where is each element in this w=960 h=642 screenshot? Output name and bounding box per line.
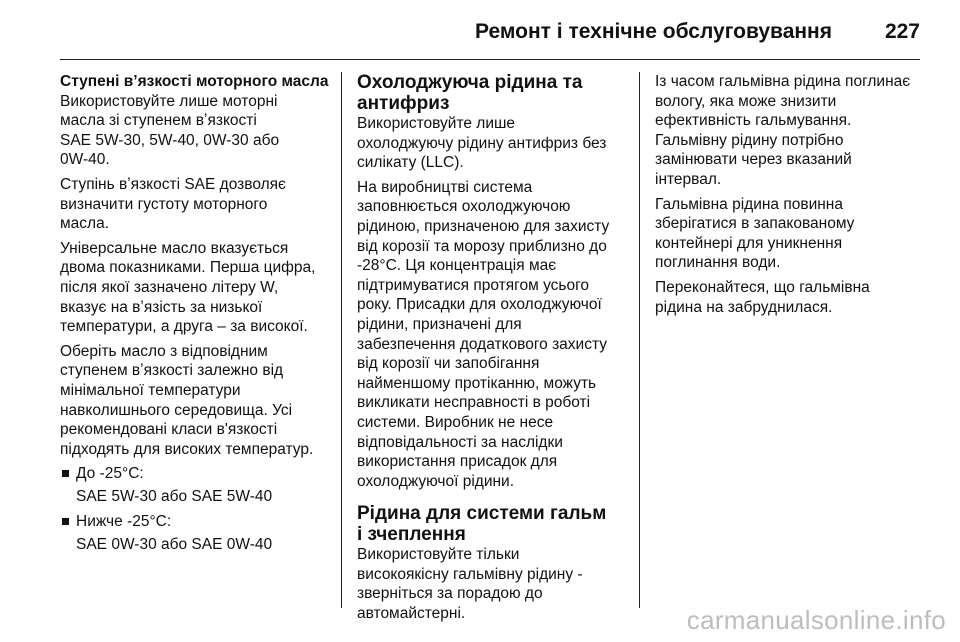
bullet-value: SAE 0W-30 або SAE 0W-40 <box>76 536 273 554</box>
bullet-label: До -25°C: <box>76 465 144 483</box>
paragraph: Ступінь вʼязкості SAE дозволяє визначити густоту моторного масла. <box>60 175 286 233</box>
column-engine-oil <box>60 72 332 561</box>
paragraph: Використовуйте тільки високоякісну гальмівну рідину - зверніться за порадою до автомайстерні. <box>357 546 583 623</box>
bullet-label: Нижче -25°C: <box>76 513 172 531</box>
bullet-value: SAE 5W-30 або SAE 5W-40 <box>76 487 273 505</box>
section-heading-coolant: Охолоджуюча рідина та антифриз <box>357 72 583 114</box>
paragraph: На виробництві система заповнюється охолоджуючою рідиною, призначеною для захисту від корозії та морозу приблизно до -28°C. Ця концентрація має підтримуватися протягом усього року. Присадки для охолоджуючої рідини, призначені для забезпечення додаткового захисту від корозії чи запобігання найменшому протіканню, можуть викликати несправності в роботі системи. Виробник не несе відповідальності за наслідки використання присадок для охолоджуючої рідини. <box>357 178 610 490</box>
page-number: 227 <box>884 20 920 43</box>
page-header-title: Ремонт і технічне обслуговування <box>475 20 832 43</box>
bullet-square-icon <box>62 470 69 477</box>
header-divider <box>60 59 920 60</box>
column-brake-fluid-notes <box>655 72 925 322</box>
paragraph: Переконайтеся, що гальмівна рідина на забруднилася. <box>655 278 870 316</box>
column-divider-2 <box>639 72 640 608</box>
section-heading-oil-viscosity: Ступені вʼязкості моторного масла <box>60 73 329 90</box>
paragraph: Із часом гальмівна рідина поглинає вологу, яка може знизити ефективність гальмування. Гальмівну рідину потрібно замінювати через вказаний інтервал. <box>655 73 911 188</box>
column-coolant-brake <box>357 72 627 629</box>
paragraph: Гальмівна рідина повинна зберігатися в запакованому контейнері для уникнення поглинання води. <box>655 195 855 272</box>
section-heading-brake-fluid: Рідина для системи гальм і зчеплення <box>357 503 607 546</box>
paragraph: Універсальне масло вказується двома показниками. Перша цифра, після якої зазначено літеру W, вказує на вʼязість за низької температури, а друга – за високої. <box>60 239 316 336</box>
bullet-item <box>60 464 332 484</box>
paragraph: Використовуйте лише моторні масла зі ступенем вʼязкості SAE 5W-30, 5W-40, 0W-30 або 0W-40. <box>60 92 280 169</box>
bullet-item <box>60 512 332 532</box>
paragraph: Використовуйте лише охолоджуючу рідину антифриз без силікату (LLC). <box>357 115 607 172</box>
bullet-square-icon <box>62 518 69 525</box>
watermark: carmanualsonline.info <box>686 605 946 635</box>
paragraph: Оберіть масло з відповідним ступенем вʼязкості залежно від мінімальної температури навколишнього середовища. Усі рекомендовані класи в'язкості підходять для високих температур. <box>60 342 314 458</box>
column-divider-1 <box>341 72 342 608</box>
